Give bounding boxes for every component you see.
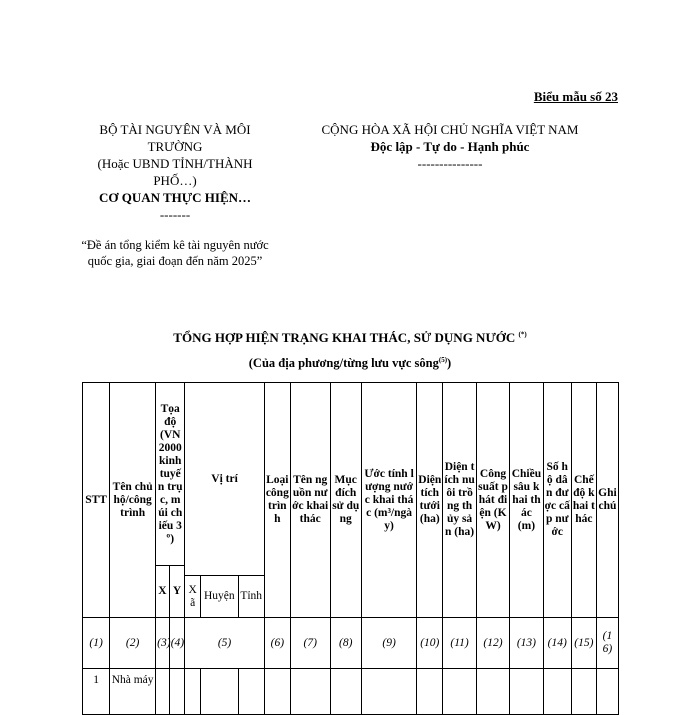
col-number: (1) [83, 618, 110, 669]
col-number: (2) [110, 618, 156, 669]
title-footnote: (*) [518, 330, 527, 339]
col-number: (8) [330, 618, 361, 669]
header-location: Vị trí [185, 383, 264, 576]
subtitle-text: (Của địa phương/từng lưu vực sông [248, 356, 439, 371]
header-stt: STT [83, 383, 110, 618]
cell-stt: 1 [83, 669, 110, 715]
cell-notes [596, 669, 618, 715]
national-motto: Độc lập - Tự do - Hạnh phúc [370, 139, 530, 154]
col-number: (16) [596, 618, 618, 669]
header-x: X [156, 566, 170, 618]
issuing-agency-header [80, 121, 270, 269]
cell-irrigated [417, 669, 443, 715]
header-owner: Tên chủ hộ/công trình [110, 383, 156, 618]
national-header [290, 121, 610, 172]
document-title [80, 330, 620, 346]
cell-huyen [201, 669, 239, 715]
cell-households [543, 669, 571, 715]
header-huyen: Huyện [201, 576, 239, 618]
header-aquaculture: Diện tích nuôi trồng thủy sản (ha) [443, 383, 476, 618]
agency-separator: ------- [159, 207, 191, 222]
cell-purpose [330, 669, 361, 715]
cell-x [156, 669, 170, 715]
header-source: Tên nguồn nước khai thác [290, 383, 330, 618]
col-number: (6) [264, 618, 290, 669]
document-subtitle [80, 356, 620, 371]
form-number: Biểu mẫu số 23 [533, 89, 618, 104]
ministry-name: BỘ TÀI NGUYÊN VÀ MÔI TRƯỜNG [99, 122, 251, 154]
header-type: Loại công trình [264, 383, 290, 618]
cell-regime [571, 669, 596, 715]
title-text: TỔNG HỢP HIỆN TRẠNG KHAI THÁC, SỬ DỤNG NƯỚC [173, 330, 516, 345]
cell-tinh [238, 669, 264, 715]
col-number: (5) [185, 618, 264, 669]
header-y: Y [169, 566, 185, 618]
col-number: (3) [156, 618, 170, 669]
header-xa: Xã [185, 576, 201, 618]
cell-xa [185, 669, 201, 715]
cell-owner: Nhà máy [110, 669, 156, 715]
header-coordinates: Tọa độ (VN 2000 kinh tuyến trục, múi chiếu 3º) [156, 383, 185, 566]
header-tinh: Tỉnh [238, 576, 264, 618]
header-notes: Ghi chú [596, 383, 618, 618]
subtitle-footnote: (5) [438, 356, 448, 364]
cell-type [264, 669, 290, 715]
col-number: (14) [543, 618, 571, 669]
col-number: (4) [169, 618, 185, 669]
col-number: (13) [510, 618, 543, 669]
cell-volume [361, 669, 416, 715]
col-number: (7) [290, 618, 330, 669]
col-number: (10) [417, 618, 443, 669]
col-number: (11) [443, 618, 476, 669]
nation-name: CỘNG HÒA XÃ HỘI CHỦ NGHĨA VIỆT NAM [321, 122, 579, 137]
cell-y [169, 669, 185, 715]
implementing-agency: CƠ QUAN THỰC HIỆN… [98, 190, 252, 205]
col-number: (9) [361, 618, 416, 669]
cell-source [290, 669, 330, 715]
header-regime: Chế độ khai thác [571, 383, 596, 618]
cell-aquaculture [443, 669, 476, 715]
table-row [83, 669, 619, 715]
header-households: Số hộ dân được cấp nước [543, 383, 571, 618]
cell-power [476, 669, 509, 715]
header-depth: Chiều sâu khai thác (m) [510, 383, 543, 618]
header-irrigated: Diện tích tưới (ha) [417, 383, 443, 618]
ubnd-alternative: (Hoặc UBND TỈNH/THÀNH PHỐ…) [97, 156, 253, 188]
header-purpose: Mục đích sử dụng [330, 383, 361, 618]
header-power: Công suất phát điện (KW) [476, 383, 509, 618]
col-number: (12) [476, 618, 509, 669]
col-number: (15) [571, 618, 596, 669]
header-volume: Ước tính lượng nước khai thác (m³/ngày) [361, 383, 416, 618]
water-usage-table [82, 382, 619, 715]
project-name: “Đề án tổng kiểm kê tài nguyên nước quốc gia, giai đoạn đến năm 2025” [81, 238, 269, 268]
subtitle-close: ) [447, 356, 452, 371]
motto-separator: --------------- [417, 156, 483, 171]
cell-depth [510, 669, 543, 715]
